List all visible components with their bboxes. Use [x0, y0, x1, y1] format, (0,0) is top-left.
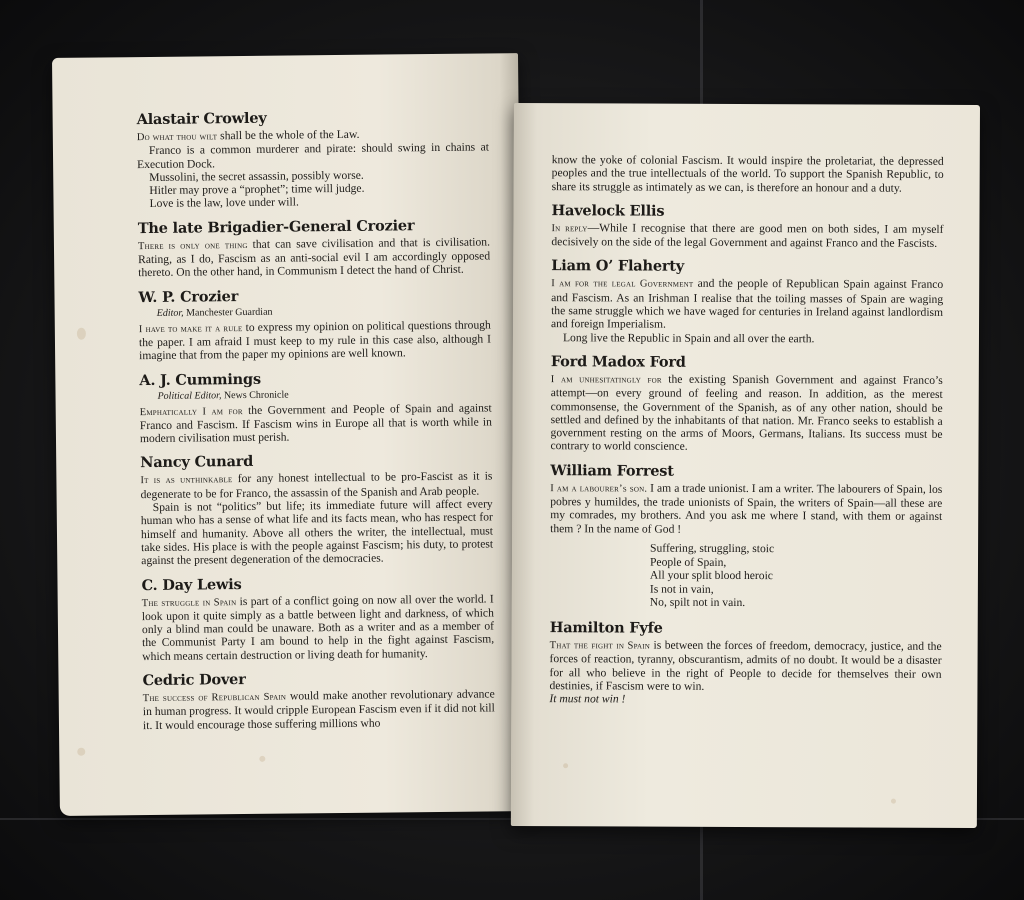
statement-paragraph — [140, 470, 492, 501]
statement-paragraph: Love is the law, love under will. — [149, 195, 299, 211]
statement-paragraph — [143, 687, 495, 732]
statement-paragraph — [139, 318, 491, 363]
contributor-name: Ford Madox Ford — [550, 353, 686, 371]
role-outlet: News Chronicle — [221, 389, 289, 401]
lead-in: Do what thou wilt — [136, 131, 218, 144]
right-column — [549, 153, 943, 716]
lead-in: The struggle in Spain — [141, 596, 237, 609]
contributor-entry — [142, 668, 495, 732]
statement-paragraph: Hitler may prove a “prophet”; time will judge. — [149, 181, 365, 198]
contributor-entry — [137, 107, 490, 210]
contributor-entry — [138, 285, 491, 363]
statement-paragraph — [550, 481, 942, 537]
contributor-name: C. Day Lewis — [141, 575, 242, 594]
lead-in: In reply — [551, 223, 588, 235]
contributor-entry — [551, 202, 943, 250]
contributor-name: Hamilton Fyfe — [549, 619, 663, 637]
statement-text: that can save civilisation and that is civilisation. Rating, as I do, Fascism as an anti-social evil I am accordingly opposed thereto. On the other hand, in Communism I detect the hand of Christ. — [138, 235, 491, 280]
paper-stain — [77, 748, 85, 756]
statement-paragraph — [550, 372, 942, 454]
statement-text: to express my opinion on political questions through the paper. I am afraid I must keep to my rule in this case also, although I imagine that from the paper my opinions are well known. — [138, 318, 492, 363]
contributor-entry — [141, 573, 494, 663]
closing-motto: It must not win ! — [549, 692, 626, 706]
statement-paragraph: Spain is not “politics” but life; its immediate future will affect every human who has a sense of what life and its facts mean, who has respect for himself and humanity. Above all others the writer, the intellectual, must take sides. His place is with the people against Fascism; his duty, to protest against the present degeneration of the democracies. — [140, 497, 494, 568]
contributor-entry — [138, 216, 491, 280]
paper-stain — [77, 328, 86, 340]
statement-text: is part of a conflict going on now all over the world. I look upon it quite simply as a battle between light and darkness, of which only a blind man could be unaware. Both as a writer and as a member of the Communist Party I am bound to help in the fight against Fascism, which means certain destruction or living death for humanity. — [141, 591, 495, 663]
contributor-name: Alastair Crowley — [136, 109, 267, 129]
statement-paragraph — [140, 401, 492, 446]
statement-text: for any honest intellectual to be pro-Fascist as it is degenerate to be for Franco, the assassin of the Spanish and Arab people. — [140, 469, 493, 501]
lead-in: I am unhesitatingly for — [550, 374, 662, 386]
contributor-role — [157, 387, 491, 402]
statement-text: and the people of Republican Spain against Franco and Fascism. As an Irishman I realise that the toiling masses of Spain are waging the same struggle which we have waged for centuries in Ireland against landlordism and foreign Imperialism. — [551, 277, 944, 332]
contributor-name: The late Brigadier-General Crozier — [137, 216, 415, 237]
contributor-entry — [140, 451, 493, 568]
poem-line: People of Spain, — [649, 555, 727, 569]
lead-in: I am for the legal Government — [551, 278, 694, 291]
statement-text: would make another revolutionary advance in human progress. It would cripple European Fascism even if it did not kill it. It would encourage those suffering millions who — [142, 687, 495, 732]
statement-paragraph — [138, 235, 490, 280]
statement-paragraph: Long live the Republic in Spain and all over the earth. — [562, 330, 815, 345]
statement-paragraph — [551, 277, 943, 333]
continued-paragraph — [552, 153, 944, 195]
contributor-name: Cedric Dover — [142, 671, 246, 690]
contributor-name: Havelock Ellis — [551, 202, 665, 220]
poem-line: Is not in vain, — [649, 582, 714, 596]
statement-paragraph — [549, 638, 941, 694]
role-title: Political Editor, — [157, 389, 222, 402]
lead-in: There is only one thing — [137, 239, 248, 252]
contributor-entry — [139, 368, 492, 446]
lead-in: It is as unthinkable — [140, 474, 233, 487]
statement-text: the existing Spanish Government and against Franco’s attempt—on every ground of feeling and reason. In addition, as the merest commonsense, the Government of the Spanish, as of any other nation, should be settled and defined by the inhabitants of that nation. Mr. Franco seeks to establish a government resting on the arms of Moors, Germans, Italians. Its success must be contrary to world conscience. — [550, 372, 943, 454]
poem-line: No, spilt not in vain. — [649, 595, 746, 610]
contributor-entry — [550, 353, 942, 454]
lead-in: Emphatically I am for — [139, 405, 243, 418]
statement-paragraph: know the yoke of colonial Fascism. It would inspire the proletariat, the depressed peoples and the true intellectuals of the world. To support the Spanish Republic, to share its struggle as intimately as we can, is therefore an honour and a duty. — [551, 153, 944, 195]
contributor-name: W. P. Crozier — [138, 287, 239, 306]
right-page — [511, 103, 980, 828]
statement-text: —While I recognise that there are good men on both sides, I am myself decisively on the side of the legal Government and against Franco and the Fascists. — [551, 221, 944, 251]
statement-text: is between the forces of freedom, democracy, justice, and the forces of reaction, tyranny, obscurantism, admits of no doubt. It would be a disaster for all who believe in the right of People to decide for themselves their own destinies, if Fascism were to win. — [549, 638, 942, 693]
paper-stain — [891, 799, 896, 804]
left-page — [52, 53, 526, 816]
poem-line: Suffering, struggling, stoic — [650, 541, 775, 556]
lead-in: The success of Republican Spain — [142, 691, 287, 705]
lead-in: That the fight in Spain — [549, 640, 651, 652]
statement-paragraph: Mussolini, the secret assassin, possibly worse. — [149, 168, 364, 184]
lead-in: I have to make it a rule — [138, 322, 243, 335]
statement-paragraph — [551, 221, 943, 250]
contributor-name: William Forrest — [550, 461, 674, 480]
role-outlet: Manchester Guardian — [183, 306, 273, 319]
contributor-name: Nancy Cunard — [140, 453, 254, 472]
statement-text: the Government and People of Spain and against Franco and Fascism. If Fascism wins in Europe all that is worth while in modern civilisation must perish. — [139, 400, 492, 446]
contributor-entry — [550, 462, 943, 611]
statement-paragraph — [142, 592, 495, 663]
paper-stain — [259, 756, 265, 762]
poem-line: All your split blood heroic — [649, 568, 773, 583]
contributor-entry — [551, 258, 943, 346]
statement-text: I am a trade unionist. I am a writer. The labourers of Spain, los pobres y humildes, the trade unionists of Spain, the writers of Spain—all these are my comrades, my brothers. And you ask me where I stand, with them or against them ? In the name of God ! — [550, 481, 943, 536]
lead-in: I am a labourer’s son. — [550, 482, 648, 495]
contributor-name: A. J. Cummings — [139, 370, 261, 389]
statement-paragraph: Franco is a common murderer and pirate: should swing in chains at Execution Dock. — [137, 140, 490, 171]
statement-text: shall be the whole of the Law. — [217, 127, 360, 143]
left-column — [137, 107, 496, 741]
contributor-name: Liam O’ Flaherty — [551, 257, 685, 276]
contributor-role — [157, 304, 491, 319]
paper-stain — [563, 763, 568, 768]
contributor-entry — [549, 619, 941, 707]
poem — [650, 542, 942, 611]
role-title: Editor, — [156, 307, 184, 319]
